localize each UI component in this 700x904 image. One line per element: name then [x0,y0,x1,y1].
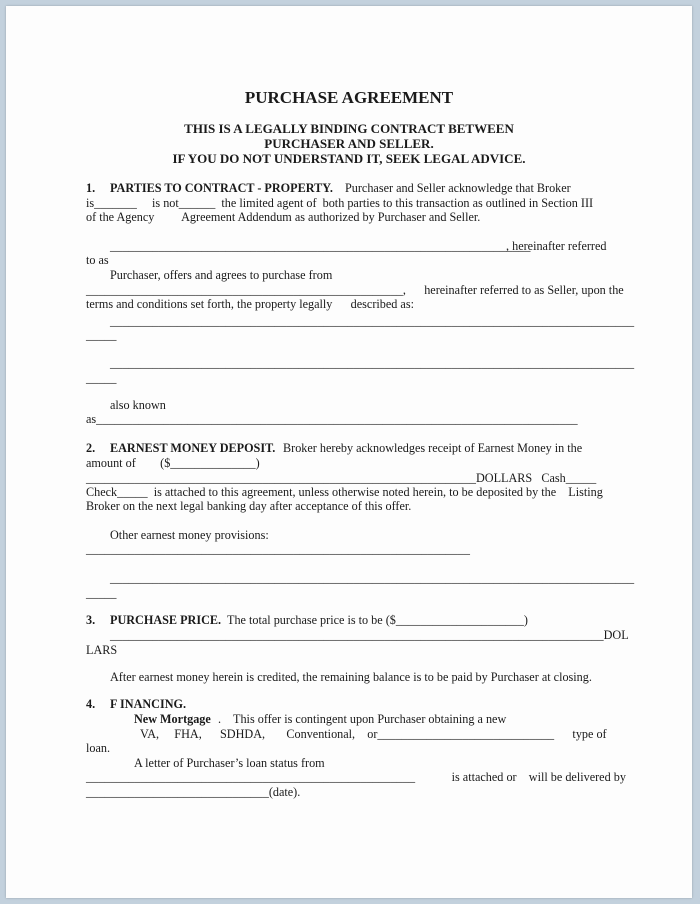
document-page [6,6,692,898]
section-3-number: 3. [86,613,96,627]
section-2-heading: EARNEST MONEY DEPOSIT. [110,441,276,455]
section-1-text: , hereinafter referred [506,239,607,253]
section-1-text: ____________________________________________________, hereinafter referred to as Seller, upon the [86,283,624,297]
section-3-text: LARS [86,643,118,657]
section-2-blank: _____ [86,586,117,600]
section-2-text: amount of ($______________) [86,456,260,470]
section-4-text: loan. [86,741,111,755]
section-1-blank: ______________________________________________________________________________________ [110,356,635,370]
section-2-text: ________________________________________________________________DOLLARS Cash_____ [86,471,597,485]
section-1-blank: _____ [86,371,117,385]
section-1-text: as_______________________________________________________________________________ [86,412,578,426]
section-4-text: . This offer is contingent upon Purchaser obtaining a new [218,712,507,726]
section-3-text: After earnest money herein is credited, the remaining balance is to be paid by Purchaser at closing. [110,670,592,684]
section-1-text: is_______ is not______ the limited agent of both parties to this transaction as outlined in Section III [86,196,594,210]
section-2-text: Broker hereby acknowledges receipt of Earnest Money in the [283,441,583,455]
section-1-heading: PARTIES TO CONTRACT - PROPERTY. [110,181,333,195]
subtitle-line-3: IF YOU DO NOT UNDERSTAND IT, SEEK LEGAL ADVICE. [172,151,526,166]
section-1-blank: _____________________________________________________________________ [110,239,531,253]
section-3-text: The total purchase price is to be ($_____________________) [227,613,528,627]
section-1-text: to as [86,253,109,267]
subtitle-line-1: THIS IS A LEGALLY BINDING CONTRACT BETWEEN [184,121,514,136]
section-1-blank: ______________________________________________________________________________________ [110,314,635,328]
section-1-text: of the Agency Agreement Addendum as authorized by Purchaser and Seller. [86,210,481,224]
section-4-number: 4. [86,697,96,711]
section-1-blank: _____ [86,328,117,342]
section-4-text: A letter of Purchaser’s loan status from [134,756,325,770]
section-2-number: 2. [86,441,96,455]
section-1-text: terms and conditions set forth, the property legally described as: [86,297,414,311]
section-3-text: _________________________________________________________________________________DOL [110,628,629,642]
section-2-text: Check_____ is attached to this agreement, unless otherwise noted herein, to be deposited by the Listing [86,485,603,499]
section-4-heading: F INANCING. [110,697,187,711]
section-4-text: VA, FHA, SDHDA, Conventional, or_____________________________ type of [140,727,607,741]
section-2-blank: ______________________________________________________________________________________ [110,571,635,585]
section-2-text: Broker on the next legal banking day after acceptance of this offer. [86,499,412,513]
section-2-blank: _______________________________________________________________ [86,542,470,556]
section-2-text: Other earnest money provisions: [110,528,269,542]
section-4-text: ______________________________________________________ is attached or will be delivered by [86,770,626,784]
section-4-text: ______________________________(date). [86,785,301,799]
subtitle-line-2: PURCHASER AND SELLER. [264,136,434,151]
section-1-text: Purchaser, offers and agrees to purchase from [110,268,333,282]
section-1-number: 1. [86,181,96,195]
document-title: PURCHASE AGREEMENT [244,88,454,107]
section-4-subheading: New Mortgage [134,712,211,726]
section-1-text: Purchaser and Seller acknowledge that Broker [345,181,571,195]
section-3-heading: PURCHASE PRICE. [110,613,222,627]
section-1-text: also known [110,398,166,412]
